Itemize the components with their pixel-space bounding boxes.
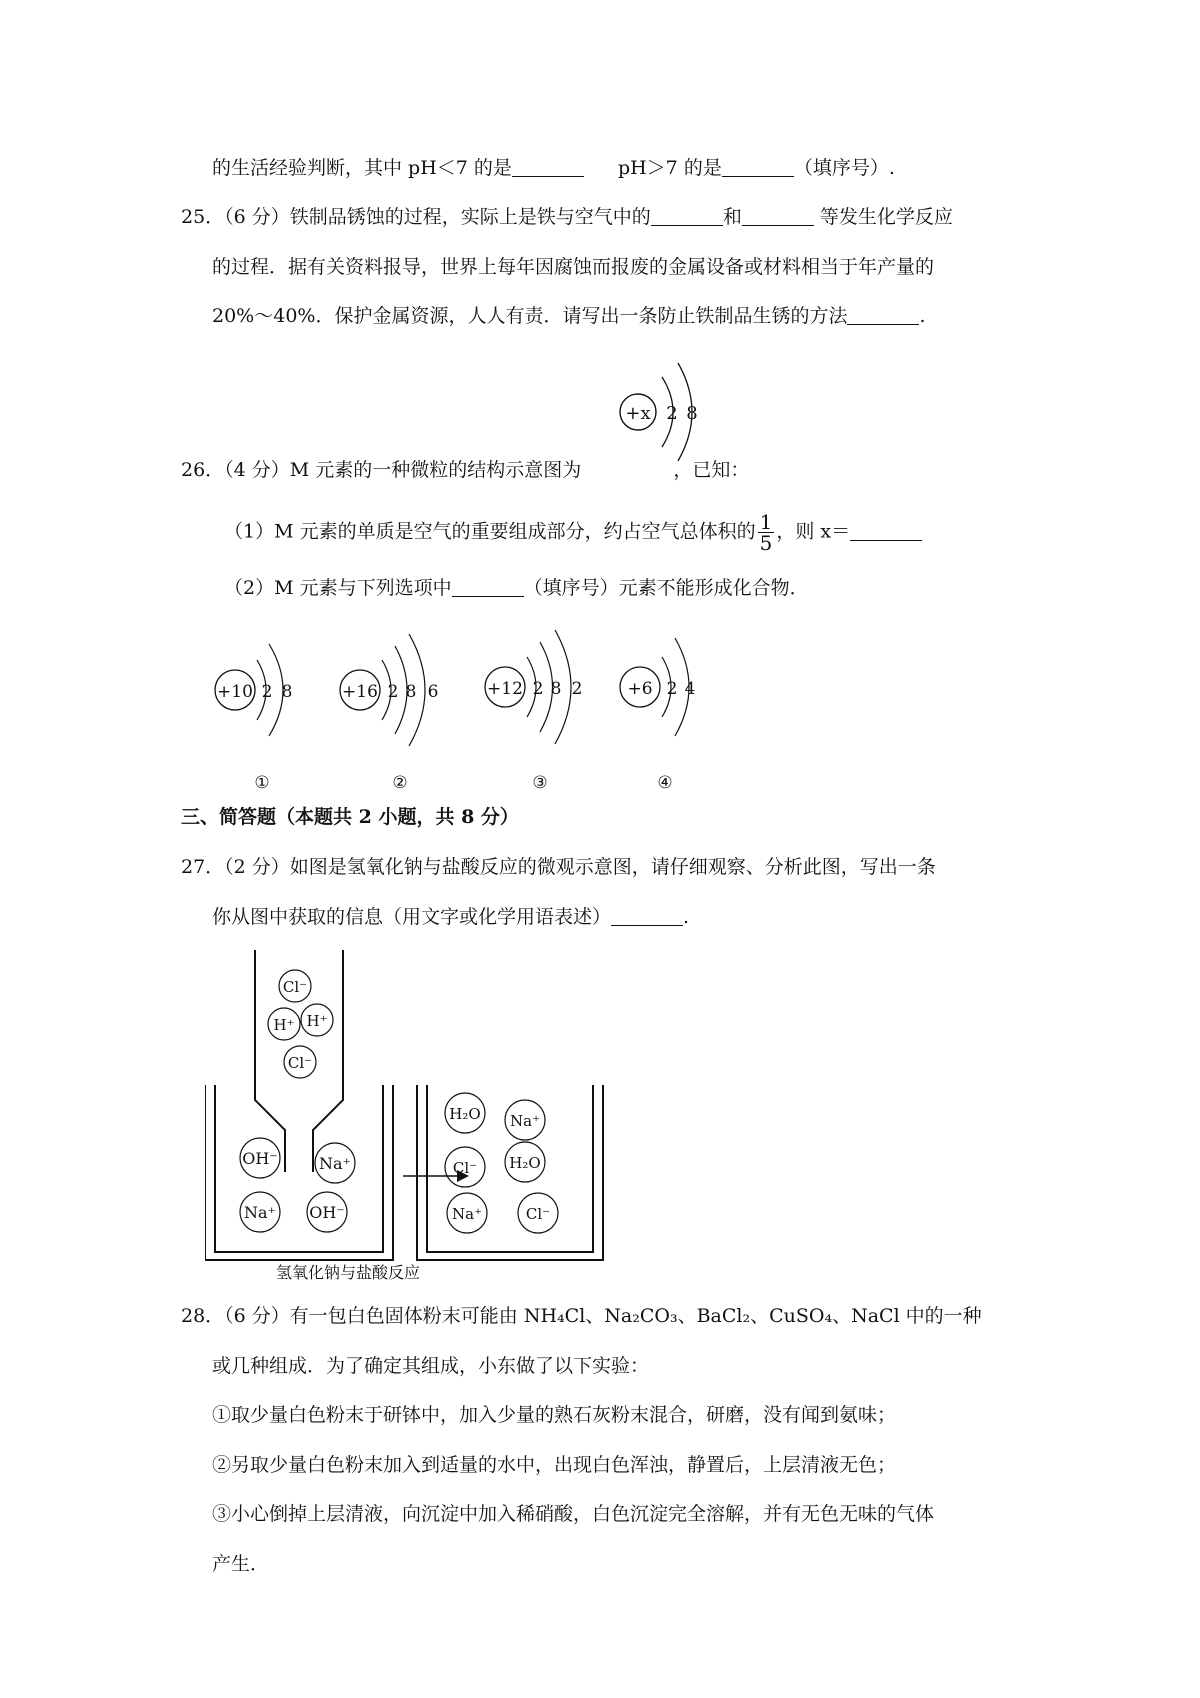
tube-ion-h-1: H⁺ — [273, 1016, 295, 1034]
section-3-title: 三、简答题（本题共 2 小题，共 8 分） — [181, 806, 519, 828]
right-ion-na-1: Na⁺ — [510, 1112, 540, 1130]
q28-step3: ③小心倒掉上层清液，向沉淀中加入稀硝酸，白色沉淀完全溶解，并有无色无味的气体 — [212, 1503, 935, 1525]
option-4-shell-1: 2 — [666, 679, 678, 699]
tube-ions — [268, 970, 333, 1078]
q26-sub1-text-b: ，则 x＝ — [776, 520, 851, 543]
fraction-denominator: 5 — [759, 531, 773, 555]
q28-line2: 或几种组成．为了确定其组成，小东做了以下实验： — [212, 1355, 650, 1377]
q24-blank-basic[interactable] — [722, 156, 794, 177]
q24-text-part1: 的生活经验判断，其中 pH＜7 的是 — [212, 157, 512, 179]
right-ion-cl-2: Cl⁻ — [525, 1205, 551, 1223]
right-molecule-h2o-1: H₂O — [449, 1105, 481, 1123]
option-3-label: ③ — [532, 773, 548, 793]
option-1-nucleus-label: +10 — [217, 682, 253, 702]
tube-ion-cl-2: Cl⁻ — [287, 1054, 313, 1072]
q27-text-2b: . — [683, 906, 690, 928]
q26-sub1 — [224, 512, 922, 553]
diagram-caption: 氢氧化钠与盐酸反应 — [275, 1263, 421, 1280]
left-ion-na-2: Na⁺ — [244, 1203, 276, 1222]
option-3-shell-1: 2 — [532, 679, 544, 699]
q25-text-1a: 25．（6 分）铁制品锈蚀的过程，实际上是铁与空气中的 — [181, 206, 651, 228]
q25-text-1c: 等发生化学反应 — [819, 206, 953, 228]
q28-step4: 产生． — [212, 1553, 270, 1575]
option-3-shell-3: 2 — [571, 679, 583, 699]
fraction-numerator: 1 — [759, 510, 773, 534]
q27-text-2a: 你从图中获取的信息（用文字或化学用语表述） — [212, 906, 612, 928]
left-ion-na-1: Na⁺ — [319, 1154, 351, 1173]
q26-sub1-text-a: （1）M 元素的单质是空气的重要组成部分，约占空气总体积的 — [224, 520, 756, 543]
fraction-one-fifth — [758, 512, 775, 553]
option-3-nucleus-label: +12 — [487, 679, 523, 699]
tube-ion-cl-1: Cl⁻ — [282, 978, 308, 996]
q24-text-part2: pH＞7 的是 — [617, 157, 722, 179]
option-2-shell-3: 6 — [427, 682, 439, 702]
left-beaker-ions — [240, 1138, 355, 1232]
q24-tail-line — [212, 154, 895, 182]
option-2-atom — [340, 634, 438, 793]
q24-blank-acidic[interactable] — [512, 156, 584, 177]
tube-ion-h-2: H⁺ — [306, 1012, 328, 1030]
q28-step1: ①取少量白色粉末于研钵中，加入少量的熟石灰粉末混合，研磨，没有闻到氨味； — [212, 1404, 897, 1426]
left-ion-oh-2: OH⁻ — [309, 1203, 345, 1222]
left-ion-oh-1: OH⁻ — [242, 1149, 278, 1168]
m-atom-nucleus-label: +x — [625, 403, 651, 424]
option-2-label: ② — [392, 773, 408, 793]
right-ion-cl-1: Cl⁻ — [452, 1159, 478, 1177]
option-4-shell-2: 4 — [684, 679, 696, 699]
q25-text-1b: 和 — [722, 206, 742, 228]
option-3-atom — [485, 630, 582, 793]
option-3-shell-2: 8 — [550, 679, 562, 699]
option-1-label: ① — [254, 773, 270, 793]
q25-blank-2[interactable] — [742, 205, 814, 226]
option-1-shell-1: 2 — [261, 682, 273, 702]
right-beaker-ions — [445, 1093, 558, 1233]
q26-stem-text-b: ，已知： — [673, 459, 750, 481]
m-atom-shell-1-count: 2 — [666, 403, 678, 424]
right-ion-na-2: Na⁺ — [452, 1205, 482, 1223]
q26-stem-text-a: 26．（4 分）M 元素的一种微粒的结构示意图为 — [181, 459, 582, 481]
q25-blank-3[interactable] — [847, 304, 919, 325]
m-atom-shell-2-count: 8 — [686, 403, 698, 424]
q25-line1 — [181, 203, 953, 231]
q25-text-3b: . — [919, 305, 926, 327]
q28-line1: 28．（6 分）有一包白色固体粉末可能由 NH₄Cl、Na₂CO₃、BaCl₂、CuSO₄、NaCl 中的一种 — [181, 1305, 982, 1327]
q25-line2: 的过程．据有关资料报导，世界上每年因腐蚀而报废的金属设备或材料相当于年产量的 — [212, 256, 935, 278]
q27-blank[interactable] — [611, 905, 683, 926]
q25-text-3a: 20%～40%．保护金属资源，人人有责．请写出一条防止铁制品生锈的方法 — [212, 305, 848, 327]
neutralization-reaction-diagram — [205, 950, 655, 1280]
q26-stem — [181, 456, 749, 484]
q24-text-part3: （填序号）. — [793, 157, 895, 179]
left-beaker — [205, 1085, 393, 1260]
q25-blank-1[interactable] — [651, 205, 723, 226]
q26-blank-option[interactable] — [452, 576, 524, 597]
q25-line3 — [212, 302, 926, 330]
option-4-label: ④ — [657, 773, 673, 793]
q27-line1: 27．（2 分）如图是氢氧化钠与盐酸反应的微观示意图，请仔细观察、分析此图，写出一条 — [181, 856, 936, 878]
option-1-shell-2: 8 — [281, 682, 293, 702]
option-2-shell-1: 2 — [387, 682, 399, 702]
option-4-nucleus-label: +6 — [627, 679, 653, 699]
q26-sub2-text-a: （2）M 元素与下列选项中 — [224, 577, 452, 599]
q26-blank-x[interactable] — [850, 520, 922, 541]
right-molecule-h2o-2: H₂O — [509, 1154, 541, 1172]
q28-step2: ②另取少量白色粉末加入到适量的水中，出现白色浑浊，静置后，上层清液无色； — [212, 1454, 897, 1476]
q26-sub2-text-b: （填序号）元素不能形成化合物． — [523, 577, 809, 599]
q26-sub2 — [224, 574, 809, 602]
q27-line2 — [212, 903, 689, 931]
option-1-atom — [215, 644, 292, 793]
option-2-shell-2: 8 — [405, 682, 417, 702]
option-4-atom — [620, 638, 695, 793]
option-2-nucleus-label: +16 — [342, 682, 378, 702]
q26-options-diagram — [205, 620, 705, 795]
